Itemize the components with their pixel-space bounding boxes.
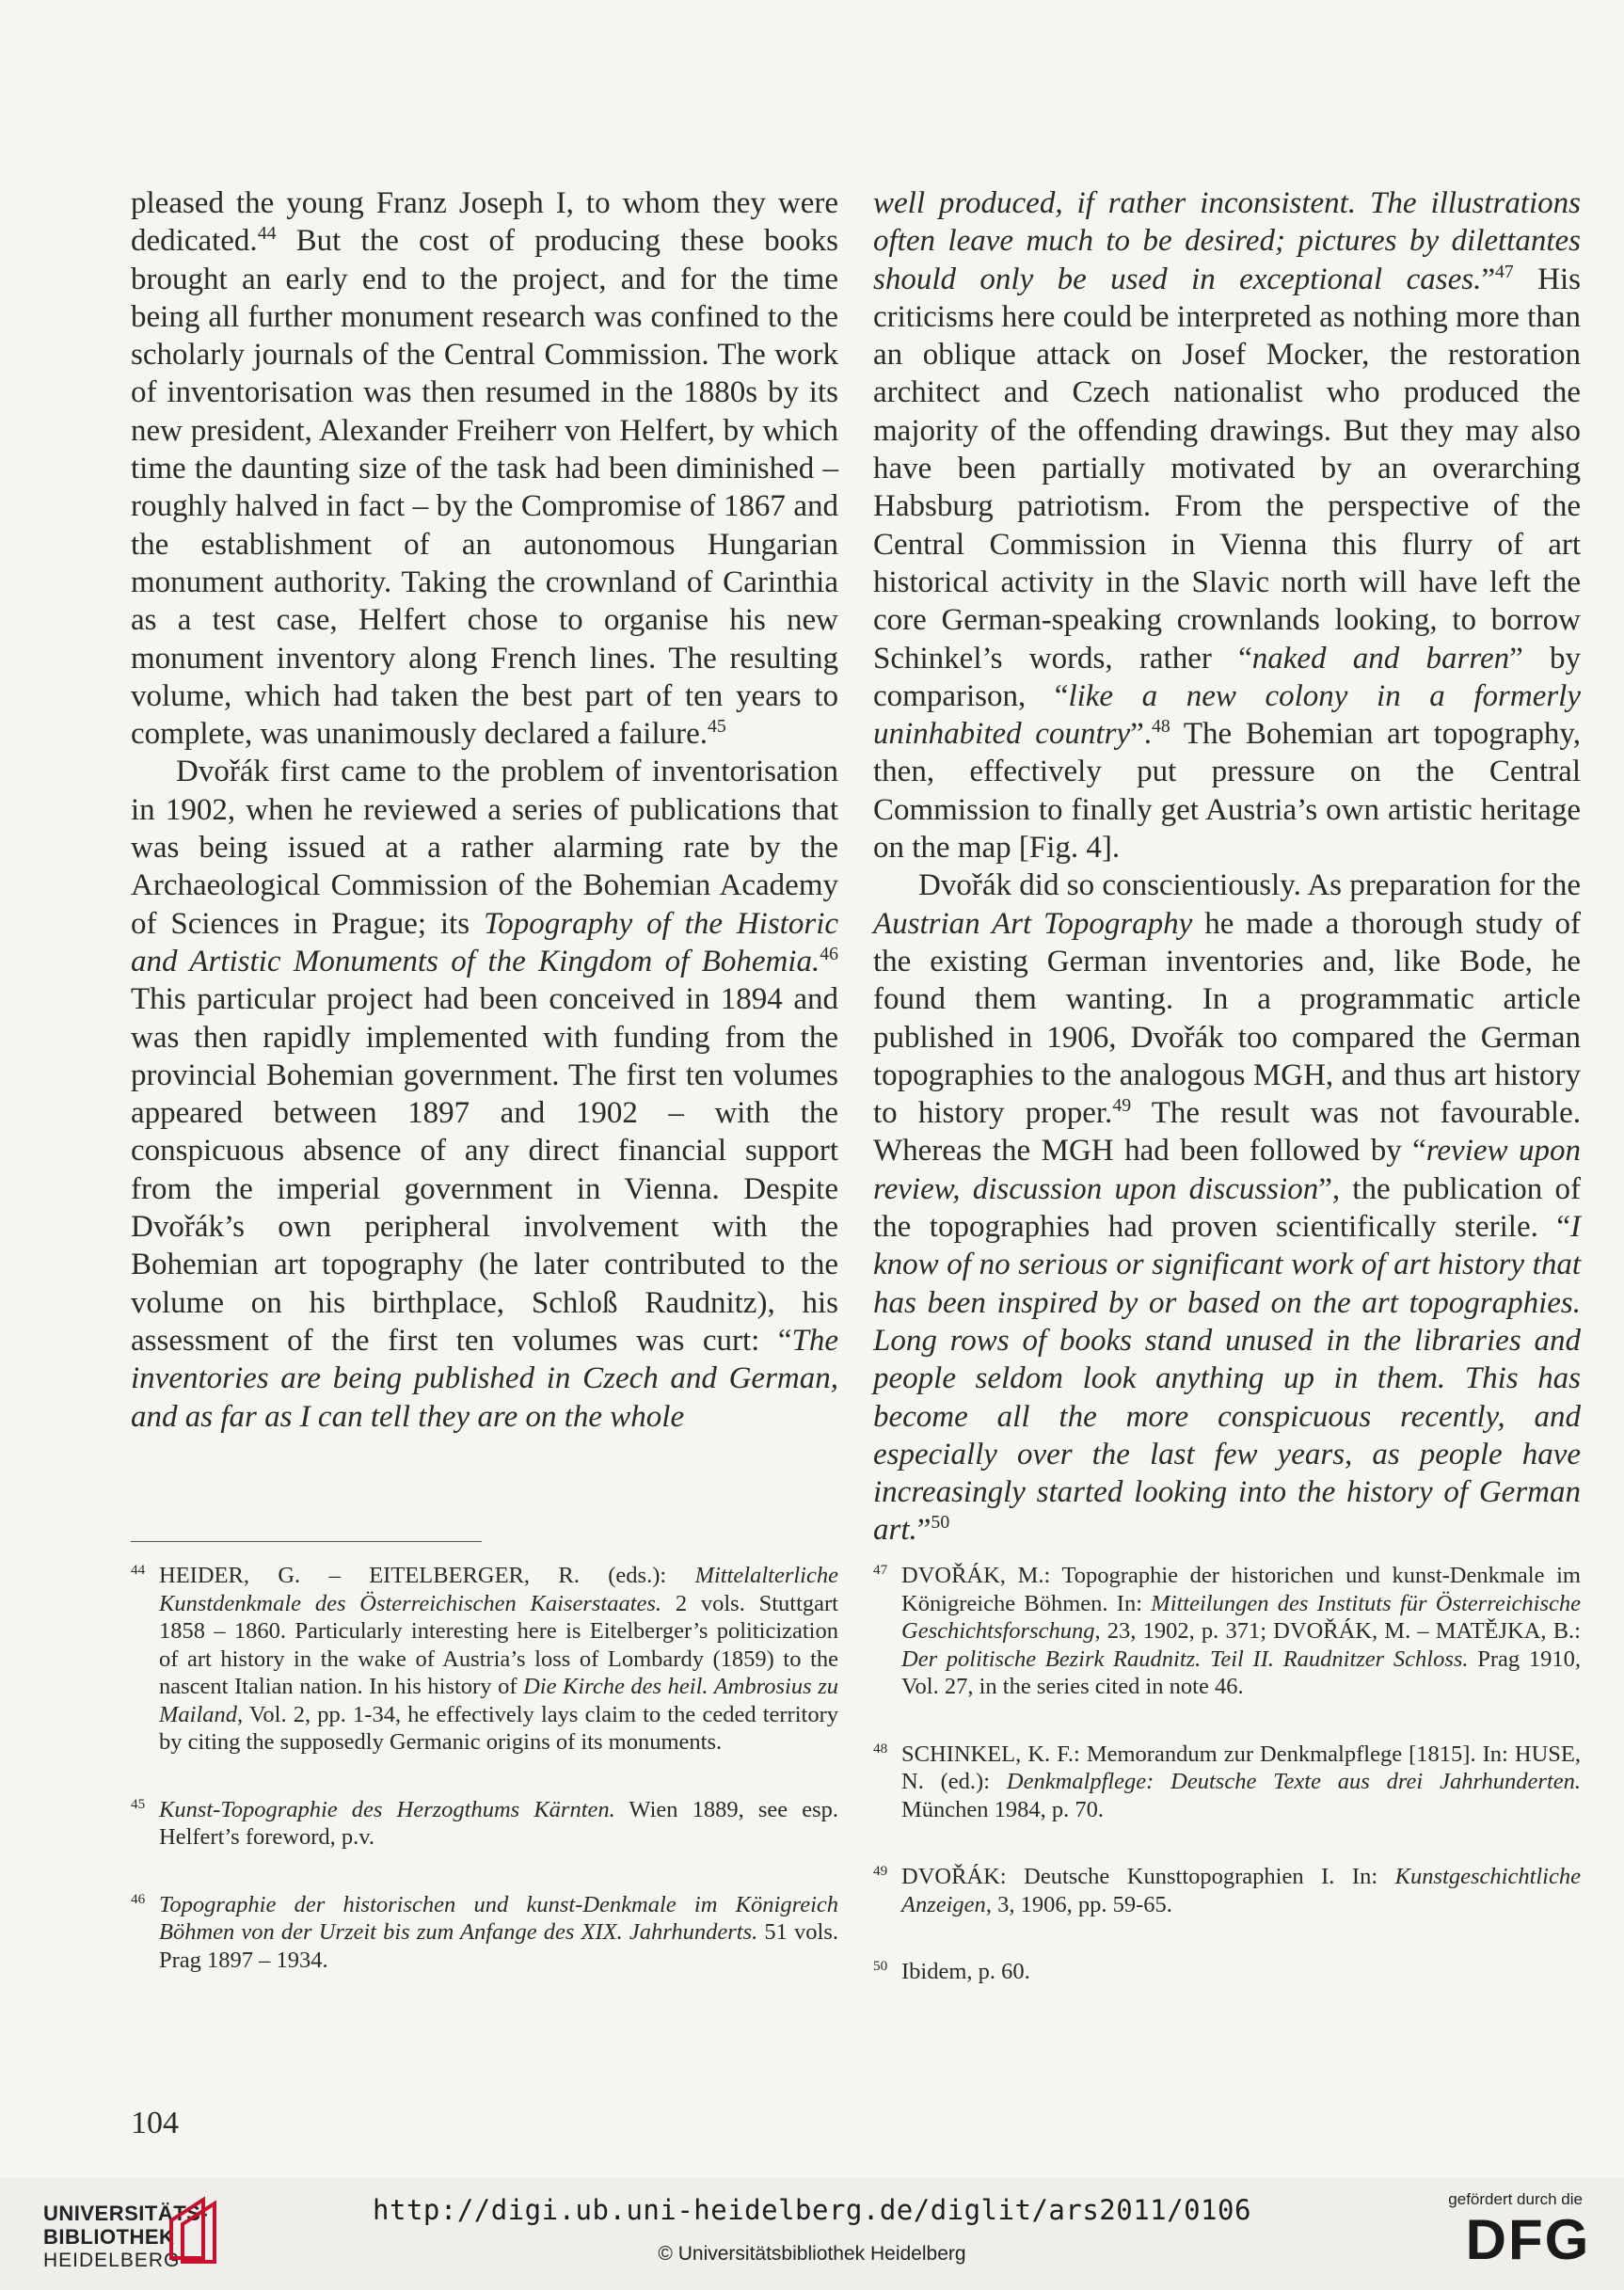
- footnote-number: 46: [131, 1890, 146, 1907]
- body-paragraph: well produced, if rather inconsistent. The illustrations often leave much to be desired; pictures by dilettantes should only be used in exceptional cases.”$^{47}$ His criticisms here could be interpreted as nothing more than an oblique attack on Josef Mocker, the restoration architect and Czech nationalist who produced the majority of the offending drawings. But they may also have been partially motivated by an overarching Habsburg patriotism. From the perspective of the Central Commission in Vienna this flurry of art historical activity in the Slavic north will have left the core German-speaking crownlands looking, to borrow Schinkel’s words, rather “naked and barren” by comparison, “like a new colony in a formerly uninhabited country”.$^{48}$ The Bohemian art topography, then, effectively put pressure on the Central Commission to finally get Austria’s own artistic heritage on the map [Fig. 4].: [873, 186, 1582, 866]
- right-text-column: [873, 184, 1581, 1550]
- library-name-line1: UNIVERSITÄTS-: [43, 2202, 209, 2225]
- library-name-line3: HEIDELBERG: [43, 2250, 181, 2271]
- footnote-text: HEIDER, G. – EITELBERGER, R. (eds.): Mittelalterliche Kunstdenkmale des Österreichischen Kaiserstaates. 2 vols. Stuttgart 1858 – 1860. Particularly interesting here is Eitelberger’s politicization of art history in the wake of Austria’s loss of Lombardy (1859) to the nascent Italian nation. In his history of Die Kirche des heil. Ambrosius zu Mailand, Vol. 2, pp. 1-34, he effectively lays claim to the ceded territory by citing the supposedly Germanic origins of its monuments.: [159, 1563, 838, 1755]
- footnote: [131, 1562, 838, 1757]
- footnote-number: 47: [873, 1562, 888, 1578]
- body-paragraph: Dvořák first came to the problem of inventorisation in 1902, when he reviewed a series of publications that was being issued at a rather alarming rate by the Archaeological Commission of the Bohemian Academy of Sciences in Prague; its Topography of the Historic and Artistic Monuments of the Kingdom of Bohemia.$^{46}$ This particular project had been conceived in 1894 and was then rapidly implemented with funding from the provincial Bohemian government. The first ten volumes appeared between 1897 and 1902 – with the conspicuous absence of any direct financial support from the imperial government in Vienna. Despite Dvořák’s own peripheral involvement with the Bohemian art topography (he later contributed to the volume on his birthplace, Schloß Raudnitz), his assessment of the first ten volumes was curt: “The inventories are being published in Czech and German, and as far as I can tell they are on the whole: [131, 755, 839, 1434]
- dfg-logo-text: DFG: [1465, 2212, 1591, 2265]
- footnote: [873, 1741, 1581, 1824]
- footnote-text: Kunst-Topographie des Herzogthums Kärnten. Wien 1889, see esp. Helfert’s foreword, p.v.: [159, 1796, 838, 1850]
- footnote-text: DVOŘÁK: Deutsche Kunsttopographien I. In: Kunstgeschichtliche Anzeigen, 3, 1906, pp. 59-65.: [901, 1864, 1581, 1917]
- footnote-text: DVOŘÁK, M.: Topographie der historichen und kunst-Denkmale im Königreiche Böhmen. In: Mitteilungen des Instituts für Österreichische Geschichtsforschung, 23, 1902, p. 371; DVOŘÁK, M. – MATĚJKA, B.: Der politische Bezirk Raudnitz. Teil II. Raudnitzer Schloss. Prag 1910, Vol. 27, in the series cited in note 46.: [901, 1563, 1581, 1699]
- dfg-logo[interactable]: [1462, 2212, 1594, 2265]
- footnote-number: 48: [873, 1740, 888, 1757]
- library-name-line2: BIBLIOTHEK: [43, 2225, 175, 2249]
- footnote-text: Topographie der historischen und kunst-Denkmale im Königreich Böhmen von der Urzeit bis zum Anfange des XIX. Jahrhunderts. 51 vols. Prag 1897 – 1934.: [159, 1891, 838, 1973]
- footnote: [873, 1863, 1581, 1918]
- copyright-notice: © Universitätsbibliothek Heidelberg: [658, 2243, 966, 2265]
- permalink-url[interactable]: http://digi.ub.uni-heidelberg.de/diglit/ars2011/0106: [373, 2194, 1251, 2226]
- footnote-text: SCHINKEL, K. F.: Memorandum zur Denkmalpflege [1815]. In: HUSE, N. (ed.): Denkmalpflege: Deutsche Texte aus drei Jahrhunderten. München 1984, p. 70.: [901, 1741, 1581, 1822]
- footnotes-right: [873, 1562, 1581, 1986]
- footnote: [131, 1796, 838, 1852]
- funding-label: gefördert durch die: [1448, 2190, 1583, 2208]
- footnote-number: 49: [873, 1863, 888, 1879]
- body-paragraph: pleased the young Franz Joseph I, to whom they were dedicated.$^{44}$ But the cost of producing these books brought an early end to the project, and for the time being all further monument research was confined to the scholarly journals of the Central Commission. The work of inventorisation was then resumed in the 1880s by its new president, Alexander Freiherr von Helfert, by which time the daunting size of the task had been diminished – roughly halved in fact – by the Compromise of 1867 and the establishment of an autonomous Hungarian monument authority. Taking the crownland of Carinthia as a test case, Helfert chose to organise his new monument inventory along French lines. The resulting volume, which had taken the best part of ten years to complete, was unanimously declared a failure.$^{45}$: [131, 186, 838, 752]
- footnote: [131, 1891, 838, 1975]
- footnote-number: 44: [131, 1562, 146, 1578]
- footnote: [873, 1562, 1581, 1701]
- footnotes-left: [131, 1562, 838, 1974]
- footnote-separator: [131, 1541, 482, 1542]
- footnote-text: Ibidem, p. 60.: [901, 1959, 1030, 1984]
- body-paragraph: Dvořák did so conscientiously. As preparation for the Austrian Art Topography he made a thorough study of the existing German inventories and, like Bode, he found them wanting. In a programmatic article published in 1906, Dvořák too compared the German topographies to the analogous MGH, and thus art history to history proper.$^{49}$ The result was not favourable. Whereas the MGH had been followed by “review upon review, discussion upon discussion”, the publication of the topographies had proven scientifically sterile. “I know of no serious or significant work of art history that has been inspired by or based on the art topographies. Long rows of books stand unused in the libraries and people seldom look anything up in them. This has become all the more conspicuous recently, and especially over the last few years, as people have increasingly started looking into the history of German art.”$^{50}$: [873, 868, 1582, 1548]
- page-number: 104: [131, 2106, 179, 2140]
- footnote-number: 45: [131, 1795, 146, 1812]
- footnote-number: 50: [873, 1958, 888, 1974]
- left-text-column: [131, 184, 838, 1436]
- footnote: [873, 1958, 1581, 1986]
